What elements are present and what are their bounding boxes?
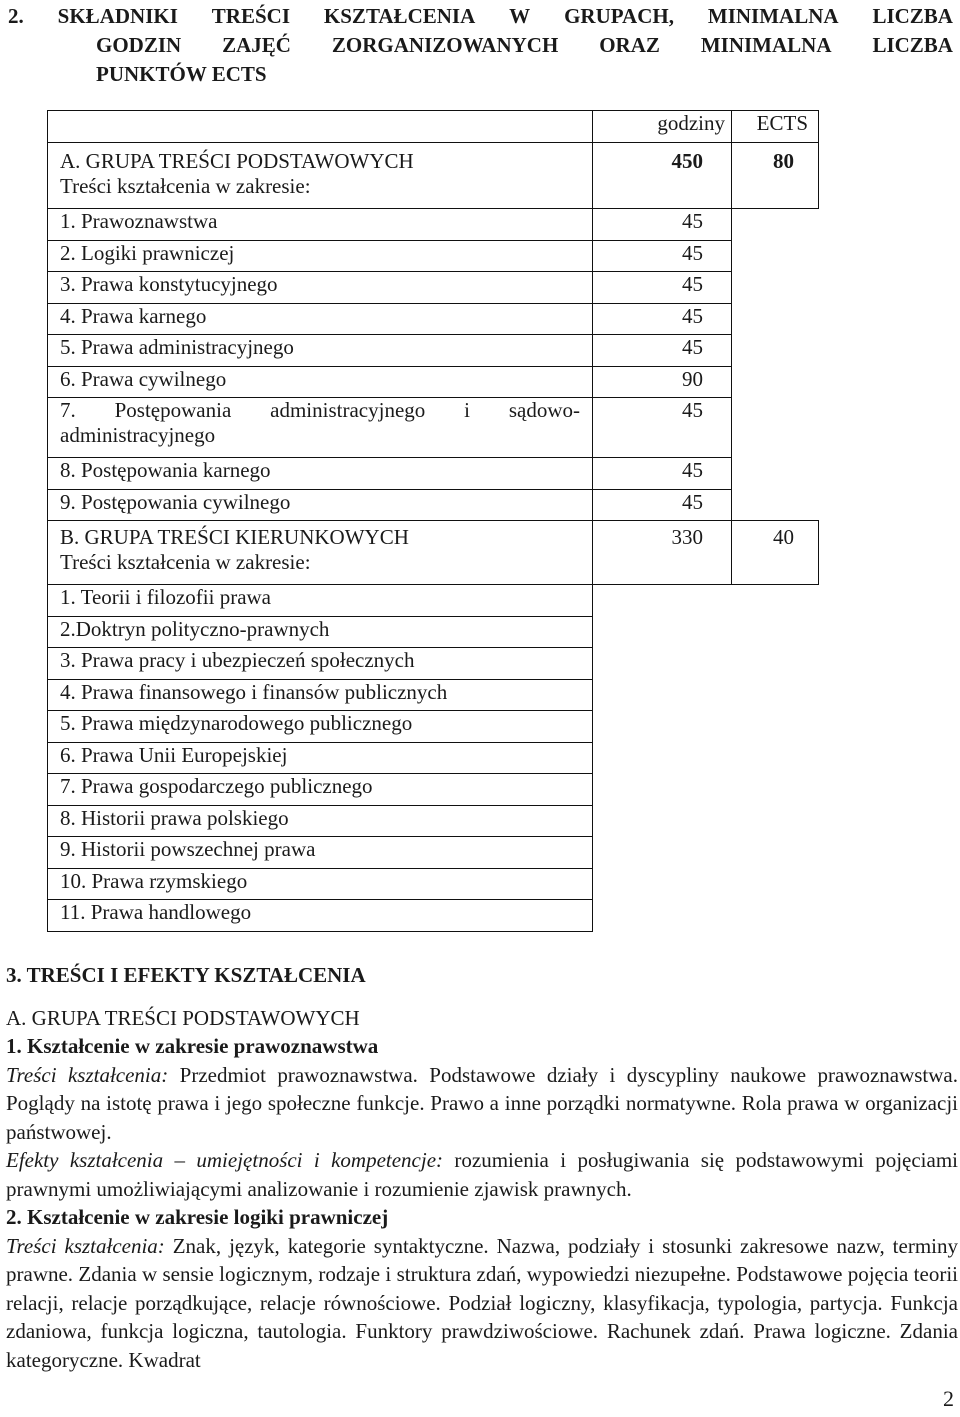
- group-a-hours: 450: [593, 143, 732, 209]
- subject-label: 7. Postępowania administracyjnego i sądowo-administracyjnego: [48, 398, 593, 458]
- subject-label: 4. Prawa karnego: [48, 303, 593, 335]
- section-3: [6, 961, 958, 1374]
- empty-cell: [593, 616, 732, 648]
- table-row: [48, 272, 819, 304]
- empty-cell: [732, 648, 819, 680]
- subject-label: 6. Prawa cywilnego: [48, 366, 593, 398]
- subject-hours: 45: [593, 272, 732, 304]
- group-a-items: [48, 209, 819, 521]
- heading-word: SKŁADNIKI: [57, 4, 178, 28]
- subject-label: 6. Prawa Unii Europejskiej: [48, 742, 593, 774]
- empty-cell: [732, 489, 819, 521]
- group-a-title: A. GRUPA TREŚCI PODSTAWOWYCH: [60, 149, 414, 173]
- group-b-subtitle: Treści kształcenia w zakresie:: [60, 550, 311, 574]
- subsection-2-title: 2. Kształcenie w zakresie logiki prawniczej: [6, 1205, 389, 1229]
- heading-word: ZAJĘĆ: [222, 33, 291, 57]
- subject-label: 7. Prawa gospodarczego publicznego: [48, 774, 593, 806]
- group-a-subtitle: Treści kształcenia w zakresie:: [60, 174, 311, 198]
- header-empty-cell: [48, 111, 593, 143]
- subject-label: 5. Prawa międzynarodowego publicznego: [48, 711, 593, 743]
- group-a-title-cell: [48, 143, 593, 209]
- empty-cell: [732, 240, 819, 272]
- group-a-ects: 80: [732, 143, 819, 209]
- empty-cell: [593, 805, 732, 837]
- subject-label: 10. Prawa rzymskiego: [48, 868, 593, 900]
- table-row: [48, 774, 819, 806]
- subject-hours: 45: [593, 303, 732, 335]
- subject-label: 2. Logiki prawniczej: [48, 240, 593, 272]
- heading-line-2: [8, 31, 953, 60]
- table-row: [48, 711, 819, 743]
- subject-label: 5. Prawa administracyjnego: [48, 335, 593, 367]
- table-row: [48, 900, 819, 932]
- table-row: [48, 837, 819, 869]
- empty-cell: [732, 303, 819, 335]
- empty-cell: [732, 774, 819, 806]
- table-row: [48, 303, 819, 335]
- heading-word: KSZTAŁCENIA: [323, 4, 476, 28]
- empty-cell: [732, 458, 819, 490]
- empty-cell: [732, 711, 819, 743]
- subsection-2-content: [6, 1232, 958, 1375]
- subject-hours: 45: [593, 489, 732, 521]
- group-b-ects: 40: [732, 521, 819, 585]
- table-row: [48, 616, 819, 648]
- subject-hours: 45: [593, 209, 732, 241]
- heading-word: LICZBA: [872, 4, 953, 28]
- table-row: [48, 458, 819, 490]
- content-text: Przedmiot prawoznawstwa. Podstawowe działy i dyscypliny naukowe prawoznawstwa. Poglądy na istotę prawa i jego społeczne funkcje. Prawo a inne porządki normatywne. Rola prawa w organizacji państwowej.: [6, 1062, 959, 1144]
- heading-line-1: [8, 2, 953, 31]
- empty-cell: [732, 679, 819, 711]
- group-b-title: B. GRUPA TREŚCI KIERUNKOWYCH: [60, 525, 409, 549]
- heading-word: ORAZ: [599, 33, 660, 57]
- empty-cell: [593, 900, 732, 932]
- empty-cell: [593, 742, 732, 774]
- group-b-title-cell: [48, 521, 593, 585]
- empty-cell: [732, 585, 819, 617]
- effects-text: rozumienia i posługiwania się podstawowymi pojęciami prawnymi umożliwiającymi analizowanie i rozumienie zjawisk prawnych.: [6, 1148, 958, 1201]
- empty-cell: [732, 805, 819, 837]
- subject-label: 9. Postępowania cywilnego: [48, 489, 593, 521]
- empty-cell: [593, 679, 732, 711]
- empty-cell: [732, 209, 819, 241]
- empty-cell: [593, 868, 732, 900]
- subject-label: 1. Teorii i filozofii prawa: [48, 585, 593, 617]
- section-2-heading: [8, 2, 953, 89]
- table-row: [48, 366, 819, 398]
- table-row: [48, 679, 819, 711]
- table-row: [48, 868, 819, 900]
- empty-cell: [593, 585, 732, 617]
- subject-hours: 45: [593, 458, 732, 490]
- subject-hours: 45: [593, 335, 732, 367]
- heading-word: 2.: [8, 4, 24, 28]
- content-label: Treści kształcenia:: [6, 1233, 165, 1258]
- subject-label: 8. Historii prawa polskiego: [48, 805, 593, 837]
- subject-label: 4. Prawa finansowego i finansów publicznych: [48, 679, 593, 711]
- empty-cell: [732, 616, 819, 648]
- empty-cell: [732, 900, 819, 932]
- subject-hours: 45: [593, 398, 732, 458]
- group-b-items: [48, 585, 819, 932]
- group-b-hours: 330: [593, 521, 732, 585]
- empty-cell: [732, 366, 819, 398]
- empty-cell: [732, 837, 819, 869]
- ects-column-header: ECTS: [732, 111, 819, 143]
- subject-label: 9. Historii powszechnej prawa: [48, 837, 593, 869]
- heading-word: W: [509, 4, 531, 28]
- section-3-title: 3. TREŚCI I EFEKTY KSZTAŁCENIA: [6, 963, 366, 987]
- heading-word: MINIMALNA: [700, 33, 832, 57]
- heading-word: TREŚCI: [211, 4, 290, 28]
- heading-word: GODZIN: [96, 33, 182, 57]
- empty-cell: [593, 711, 732, 743]
- subsection-1-title: 1. Kształcenie w zakresie prawoznawstwa: [6, 1034, 379, 1058]
- subject-label: 2.Doktryn polityczno-prawnych: [48, 616, 593, 648]
- table-row: [48, 398, 819, 458]
- subject-label: 1. Prawoznawstwa: [48, 209, 593, 241]
- subject-label: 3. Prawa pracy i ubezpieczeń społecznych: [48, 648, 593, 680]
- empty-cell: [732, 742, 819, 774]
- group-a-heading: A. GRUPA TREŚCI PODSTAWOWYCH: [6, 1005, 360, 1030]
- empty-cell: [732, 272, 819, 304]
- heading-word: GRUPACH,: [564, 4, 674, 28]
- empty-cell: [732, 868, 819, 900]
- table-row: [48, 209, 819, 241]
- content-label: Treści kształcenia:: [6, 1062, 169, 1087]
- subject-hours: 90: [593, 366, 732, 398]
- subject-label: 11. Prawa handlowego: [48, 900, 593, 932]
- table-row: [48, 648, 819, 680]
- empty-cell: [593, 837, 732, 869]
- subject-label: 8. Postępowania karnego: [48, 458, 593, 490]
- subject-label: 3. Prawa konstytucyjnego: [48, 272, 593, 304]
- heading-word: ZORGANIZOWANYCH: [331, 33, 559, 57]
- table-row: [48, 489, 819, 521]
- empty-cell: [732, 335, 819, 367]
- heading-line-3: PUNKTÓW ECTS: [96, 62, 267, 86]
- heading-word: MINIMALNA: [707, 4, 839, 28]
- empty-cell: [593, 648, 732, 680]
- table-row: [48, 742, 819, 774]
- table-row: [48, 585, 819, 617]
- effects-label: Efekty kształcenia – umiejętności i kompetencje:: [6, 1148, 444, 1172]
- heading-word: LICZBA: [872, 33, 953, 57]
- subject-hours: 45: [593, 240, 732, 272]
- table-row: [48, 335, 819, 367]
- table-row: [48, 240, 819, 272]
- subsection-1-content: [6, 1061, 958, 1147]
- subsection-1-effects: [6, 1146, 958, 1203]
- page-number: 2: [943, 1386, 954, 1411]
- hours-column-header: godziny: [593, 111, 732, 143]
- table-row: [48, 805, 819, 837]
- empty-cell: [593, 774, 732, 806]
- empty-cell: [732, 398, 819, 458]
- hours-ects-table: [47, 110, 819, 932]
- content-text: Znak, język, kategorie syntaktyczne. Nazwa, podziały i stosunki zakresowe nazw, terminy prawne. Zdania w sensie logicznym, rodzaje i struktura zdań, wypowiedzi niezupełne. Podstawowe pojęcia teorii relacji, relacje porządkujące, relacje równościowe. Podział logiczny, klasyfikacja, typologia, partycja. Funkcja zdaniowa, funkcja logiczna, tautologia. Funktory prawdziwościowe. Rachunek zdań. Prawa logiczne. Zdania kategoryczne. Kwadrat: [6, 1233, 958, 1372]
